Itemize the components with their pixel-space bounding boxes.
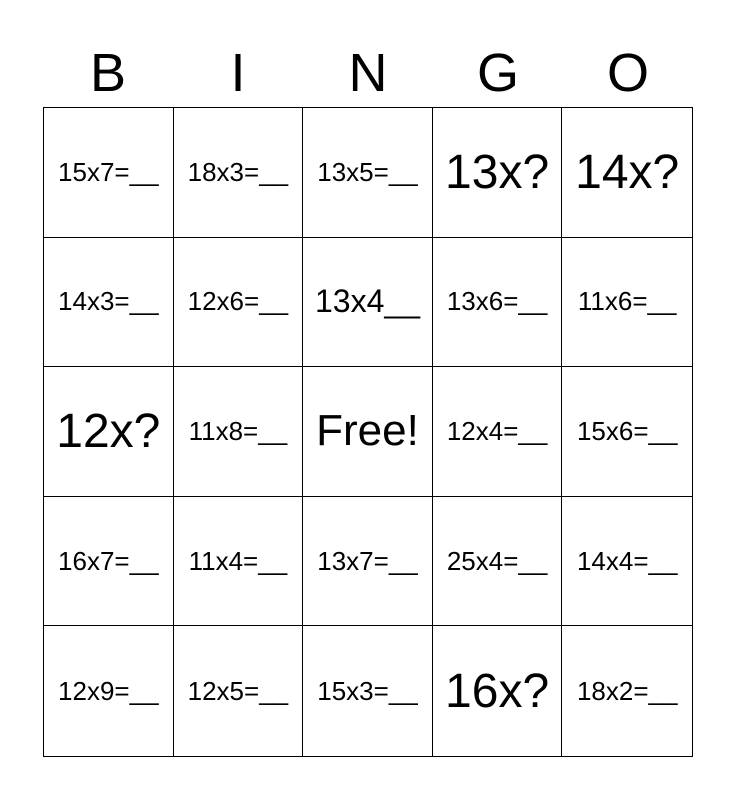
bingo-cell: 12x9=__ (44, 626, 174, 756)
bingo-cell: 13x? (433, 108, 563, 238)
free-space-cell: Free! (303, 367, 433, 497)
bingo-cell: 25x4=__ (433, 497, 563, 627)
bingo-cell: 11x4=__ (174, 497, 304, 627)
header-letter-g: G (476, 43, 519, 103)
bingo-cell: 12x5=__ (174, 626, 304, 756)
bingo-cell: 13x7=__ (303, 497, 433, 627)
bingo-cell: 14x? (562, 108, 692, 238)
bingo-cell: 15x6=__ (562, 367, 692, 497)
bingo-cell: 16x? (433, 626, 563, 756)
header-letter-b: B (89, 43, 127, 103)
bingo-cell: 14x4=__ (562, 497, 692, 627)
bingo-cell: 16x7=__ (44, 497, 174, 627)
bingo-cell: 11x6=__ (562, 238, 692, 368)
bingo-cell: 13x6=__ (433, 238, 563, 368)
bingo-cell: 11x8=__ (174, 367, 304, 497)
bingo-cell: 12x6=__ (174, 238, 304, 368)
bingo-cell: 15x3=__ (303, 626, 433, 756)
bingo-cell: 13x5=__ (303, 108, 433, 238)
bingo-header (43, 38, 693, 108)
header-letter-i: I (230, 43, 246, 103)
bingo-cell: 12x? (44, 367, 174, 497)
bingo-cell: 14x3=__ (44, 238, 174, 368)
bingo-cell: 18x3=__ (174, 108, 304, 238)
header-letter-o: O (606, 43, 649, 103)
header-letter-n: N (348, 43, 388, 103)
bingo-cell: 12x4=__ (433, 367, 563, 497)
bingo-cell: 13x4__ (303, 238, 433, 368)
bingo-cell: 18x2=__ (576, 675, 678, 706)
bingo-cell: 15x7=__ (44, 108, 174, 238)
bingo-board (43, 107, 693, 757)
